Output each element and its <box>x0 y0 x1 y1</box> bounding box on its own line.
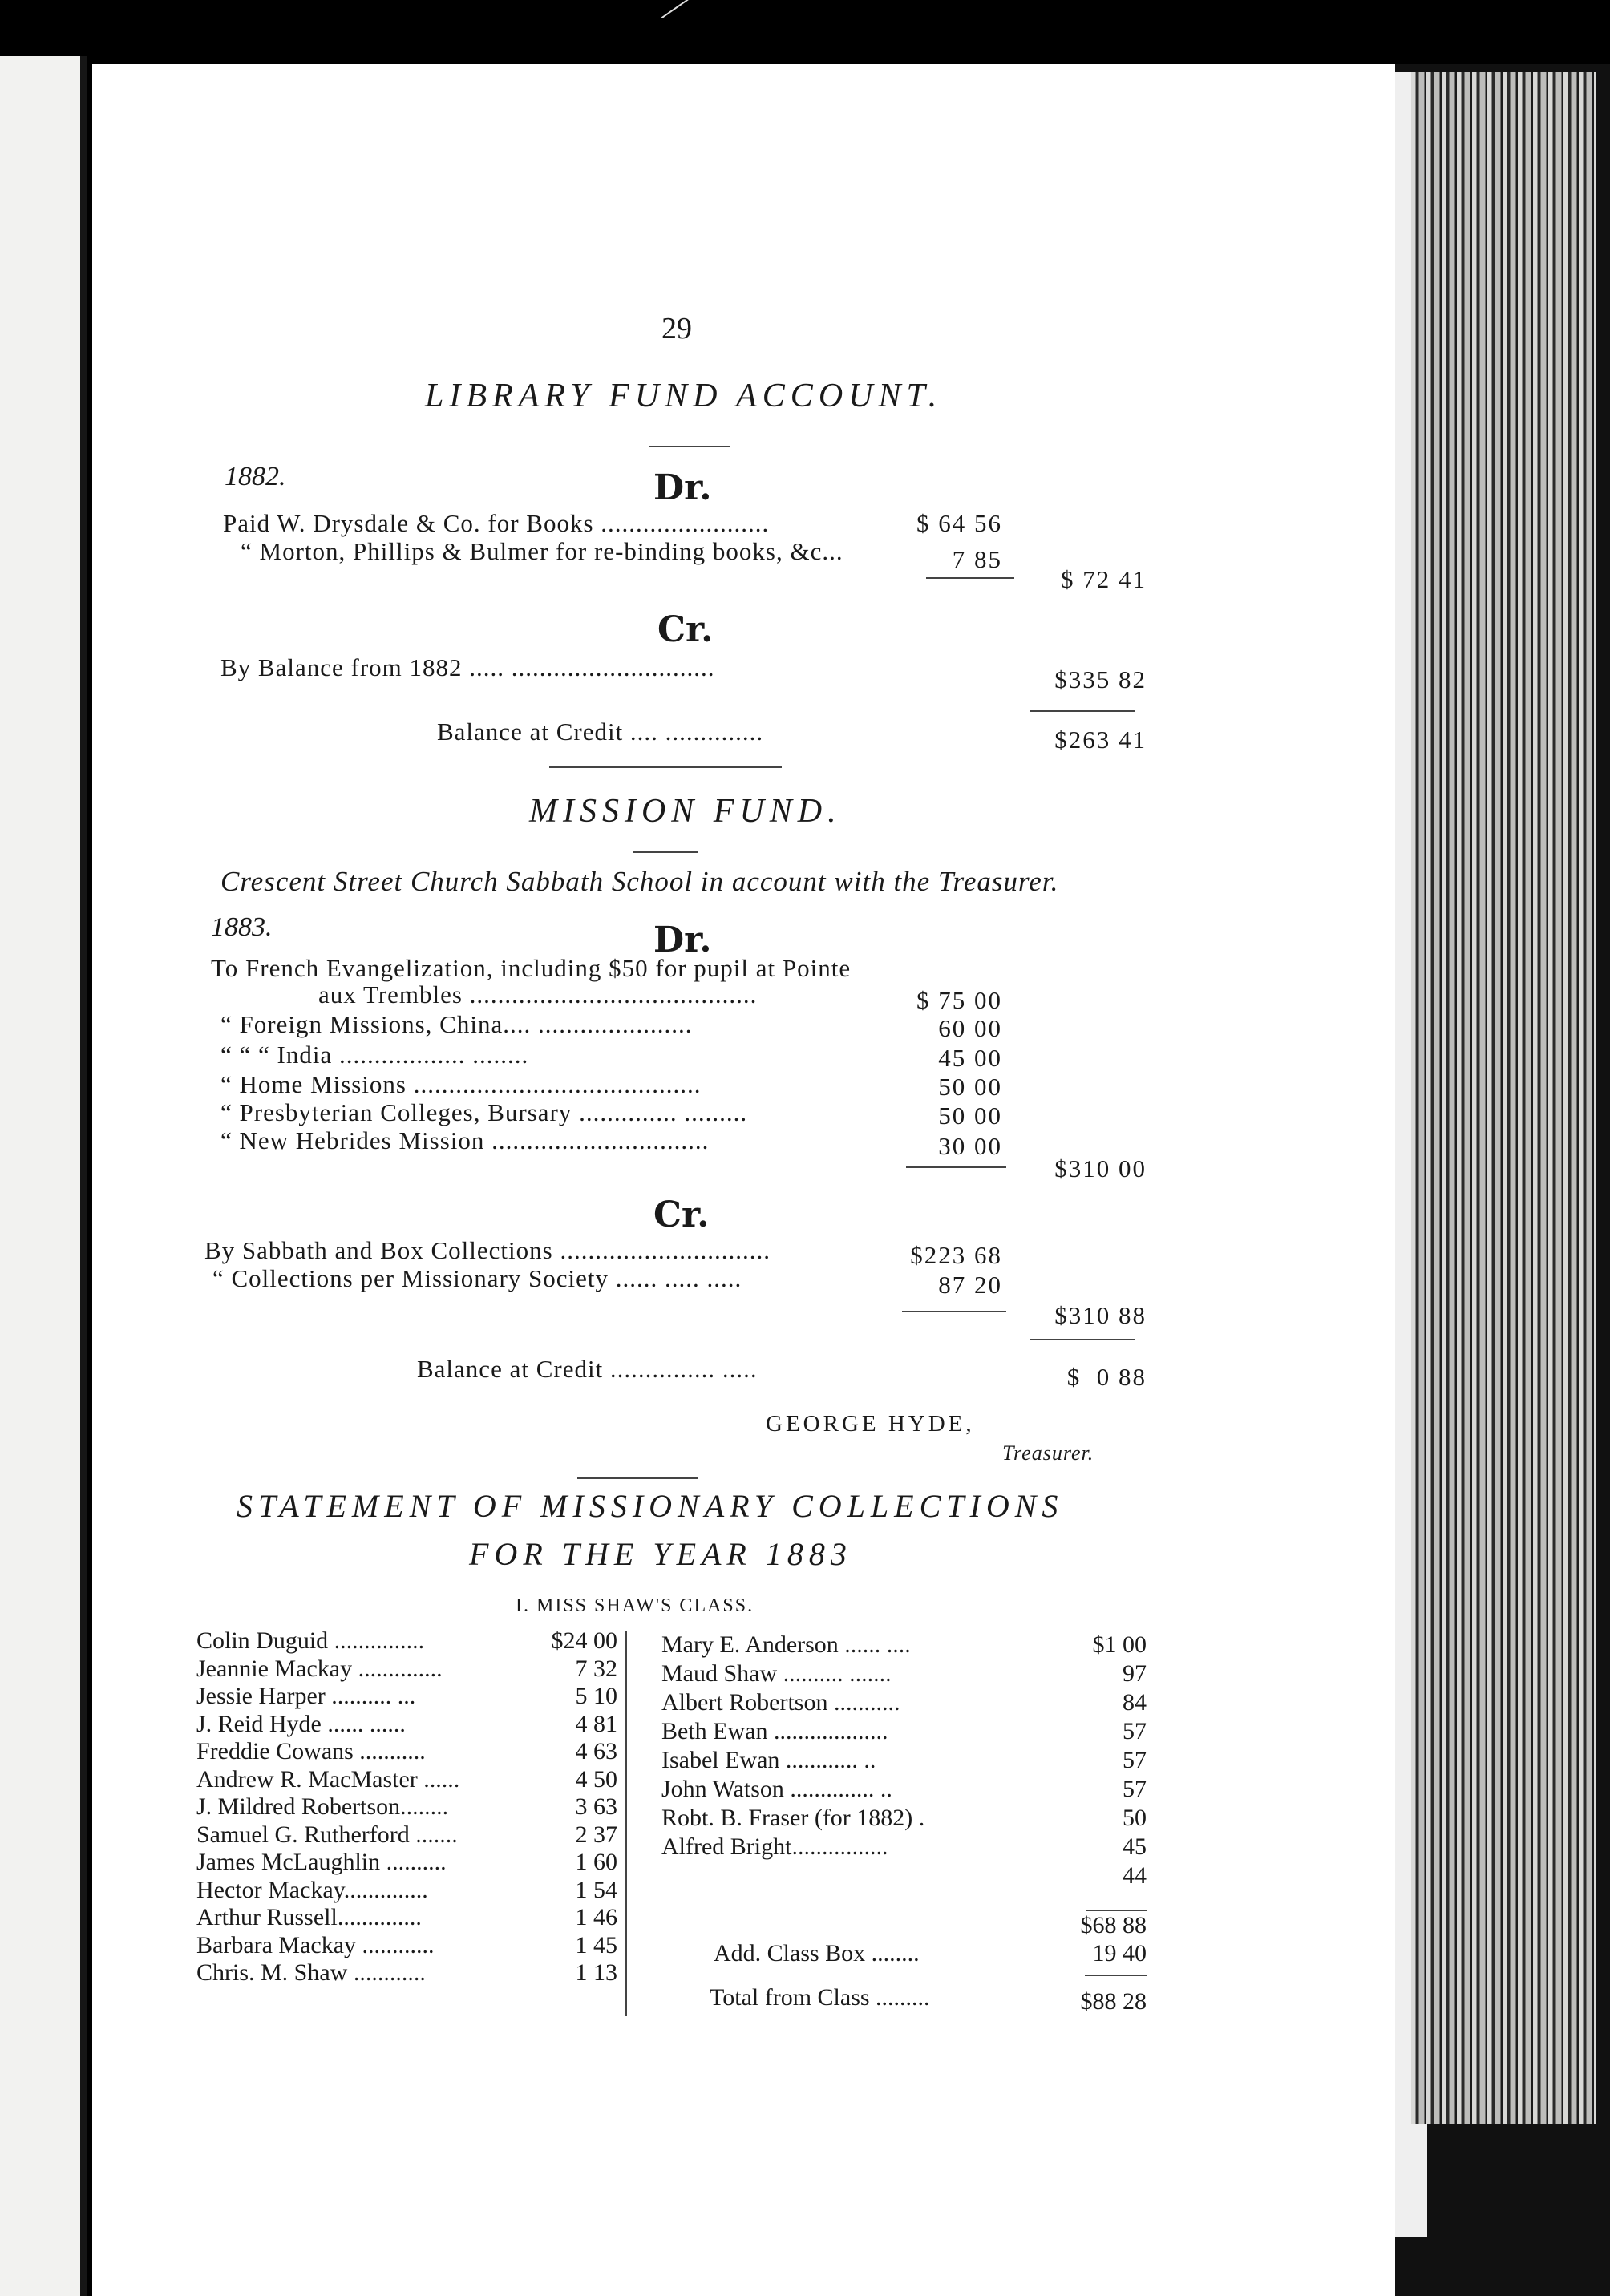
mission-dr-line: “ Foreign Missions, China.... ...................... <box>220 1010 693 1038</box>
divider <box>906 1166 1006 1168</box>
contributor-name: Albert Robertson ........... <box>661 1689 900 1716</box>
contributor-name: Jeannie Mackay .............. <box>196 1655 443 1682</box>
contributor-name: Robt. B. Fraser (for 1882) . <box>661 1805 925 1831</box>
library-dr-amount: 7 85 <box>952 545 1002 573</box>
book-page-stack <box>1411 72 1596 2124</box>
class-subtotal: $68 88 <box>1080 1912 1147 1938</box>
contributor-name: Jessie Harper .......... ... <box>196 1683 416 1709</box>
mission-cr-amount: 87 20 <box>938 1271 1002 1299</box>
contributor-name: James McLaughlin .......... <box>196 1849 447 1875</box>
contribution-amount: 1 45 <box>575 1931 617 1958</box>
library-dr-amount: $ 64 56 <box>916 509 1002 537</box>
mission-dr-line: “ New Hebrides Mission ............................... <box>220 1126 710 1154</box>
contribution-amount: 45 <box>1123 1833 1147 1860</box>
contribution-amount: 57 <box>1123 1747 1147 1773</box>
divider <box>1030 710 1135 712</box>
contributor-name: Beth Ewan ................... <box>661 1718 888 1744</box>
mission-dr-amount: 50 00 <box>938 1073 1002 1101</box>
contribution-amount: 1 54 <box>575 1876 617 1903</box>
treasurer-signature: GEORGE HYDE, <box>766 1411 975 1437</box>
class-heading: I. MISS SHAW'S CLASS. <box>516 1595 754 1616</box>
mission-cr-total: $310 88 <box>1054 1301 1147 1329</box>
contributor-name: Freddie Cowans ........... <box>196 1738 426 1764</box>
library-cr-amount: $335 82 <box>1054 665 1147 693</box>
contribution-amount: 4 50 <box>575 1765 617 1793</box>
contribution-amount: 2 37 <box>575 1821 617 1848</box>
library-dr-line: “ Morton, Phillips & Bulmer for re-binding books, &c... <box>241 537 843 565</box>
divider <box>1030 1339 1135 1340</box>
contributor-name: Samuel G. Rutherford ....... <box>196 1821 458 1848</box>
mission-dr-total: $310 00 <box>1054 1154 1147 1182</box>
mission-dr-amount: 30 00 <box>938 1132 1002 1160</box>
contributor-name: Maud Shaw .......... ....... <box>661 1660 892 1687</box>
contributor-name: J. Reid Hyde ...... ...... <box>196 1710 406 1737</box>
scan-mark <box>661 0 702 18</box>
contribution-amount: 50 <box>1123 1805 1147 1831</box>
library-balance-label: Balance at Credit .... .............. <box>437 718 764 746</box>
column-divider <box>625 1631 627 2016</box>
library-year: 1882. <box>225 462 286 491</box>
mission-dr-amount: $ 75 00 <box>916 986 1002 1014</box>
page-number: 29 <box>661 312 692 346</box>
section-divider <box>549 766 782 768</box>
contributor-name: Alfred Bright................ <box>661 1833 888 1860</box>
contributor-name: John Watson .............. .. <box>661 1776 892 1802</box>
mission-cr-amount: $223 68 <box>910 1241 1002 1269</box>
contributor-name: Barbara Mackay ............ <box>196 1931 435 1958</box>
contribution-amount: 84 <box>1123 1689 1147 1716</box>
contribution-amount: 97 <box>1123 1660 1147 1687</box>
contribution-amount: 1 46 <box>575 1904 617 1930</box>
statement-title-line2: FOR THE YEAR 1883 <box>469 1536 852 1572</box>
class-box-label: Add. Class Box ........ <box>714 1940 920 1967</box>
divider <box>1085 1975 1147 1976</box>
mission-dr-line: To French Evangelization, including $50 for pupil at Pointe <box>211 954 852 982</box>
contributor-name: Mary E. Anderson ...... .... <box>661 1631 911 1658</box>
library-balance-amount: $263 41 <box>1054 726 1147 754</box>
contribution-amount: $24 00 <box>551 1627 617 1654</box>
document-page <box>92 64 1395 2296</box>
library-dr-line: Paid W. Drysdale & Co. for Books ........................ <box>223 509 770 537</box>
treasurer-title: Treasurer. <box>1002 1441 1094 1465</box>
left-page-edge <box>0 56 87 2296</box>
contributor-name: Colin Duguid ............... <box>196 1627 425 1654</box>
mission-cr-heading: Cr. <box>653 1194 710 1235</box>
class-box-amount: 19 40 <box>1092 1940 1147 1967</box>
mission-balance-amount: $ 0 88 <box>1066 1363 1147 1391</box>
mission-year: 1883. <box>211 912 273 942</box>
mission-cr-line: “ Collections per Missionary Society ...... ..... ..... <box>212 1264 742 1292</box>
contribution-amount: 4 81 <box>575 1710 617 1737</box>
class-total-amount: $88 28 <box>1080 1988 1147 2015</box>
statement-title-line1: STATEMENT OF MISSIONARY COLLECTIONS <box>237 1488 1064 1524</box>
mission-dr-line: “ Home Missions ......................................... <box>220 1070 702 1098</box>
mission-dr-amount: 45 00 <box>938 1044 1002 1072</box>
contribution-amount: 1 60 <box>575 1849 617 1875</box>
mission-balance-label: Balance at Credit ............... ..... <box>417 1355 758 1383</box>
contribution-amount: 57 <box>1123 1776 1147 1802</box>
contribution-amount: 7 32 <box>575 1655 617 1682</box>
mission-dr-heading: Dr. <box>653 920 712 960</box>
divider <box>926 577 1014 579</box>
mission-fund-title: MISSION FUND. <box>529 793 842 830</box>
contributor-name: Isabel Ewan ............ .. <box>661 1747 876 1773</box>
contribution-amount: $1 00 <box>1092 1631 1147 1658</box>
mission-cr-line: By Sabbath and Box Collections .............................. <box>204 1236 771 1264</box>
contribution-amount: 57 <box>1123 1718 1147 1744</box>
library-fund-title: LIBRARY FUND ACCOUNT. <box>425 378 943 414</box>
mission-dr-amount: 60 00 <box>938 1014 1002 1042</box>
library-dr-total: $ 72 41 <box>1061 565 1147 593</box>
library-dr-heading: Dr. <box>653 467 712 508</box>
library-cr-line: By Balance from 1882 ..... ............................. <box>220 653 715 681</box>
contribution-amount: 1 13 <box>575 1959 617 1986</box>
divider <box>633 851 698 853</box>
contributor-name: Arthur Russell.............. <box>196 1904 422 1930</box>
mission-dr-line: aux Trembles ......................................... <box>318 980 758 1009</box>
contributor-name: Chris. M. Shaw ............ <box>196 1959 426 1986</box>
class-total-label: Total from Class ......... <box>710 1984 930 2011</box>
contributor-name: J. Mildred Robertson........ <box>196 1793 449 1820</box>
contribution-amount: 4 63 <box>575 1738 617 1764</box>
mission-dr-line: “ “ “ India .................. ........ <box>220 1041 529 1069</box>
contribution-amount: 5 10 <box>575 1683 617 1709</box>
divider <box>1086 1910 1147 1911</box>
divider <box>649 446 730 447</box>
section-divider <box>577 1477 698 1479</box>
contributor-name: Hector Mackay.............. <box>196 1876 428 1903</box>
contribution-amount: 44 <box>1123 1862 1147 1889</box>
divider <box>902 1311 1006 1312</box>
library-cr-heading: Cr. <box>657 609 714 650</box>
mission-dr-amount: 50 00 <box>938 1102 1002 1130</box>
contribution-amount: 3 63 <box>575 1793 617 1820</box>
mission-dr-line: “ Presbyterian Colleges, Bursary .............. ......... <box>220 1098 748 1126</box>
contributor-name: Andrew R. MacMaster ...... <box>196 1765 460 1793</box>
mission-subtitle: Crescent Street Church Sabbath School in account with the Treasurer. <box>220 866 1059 897</box>
